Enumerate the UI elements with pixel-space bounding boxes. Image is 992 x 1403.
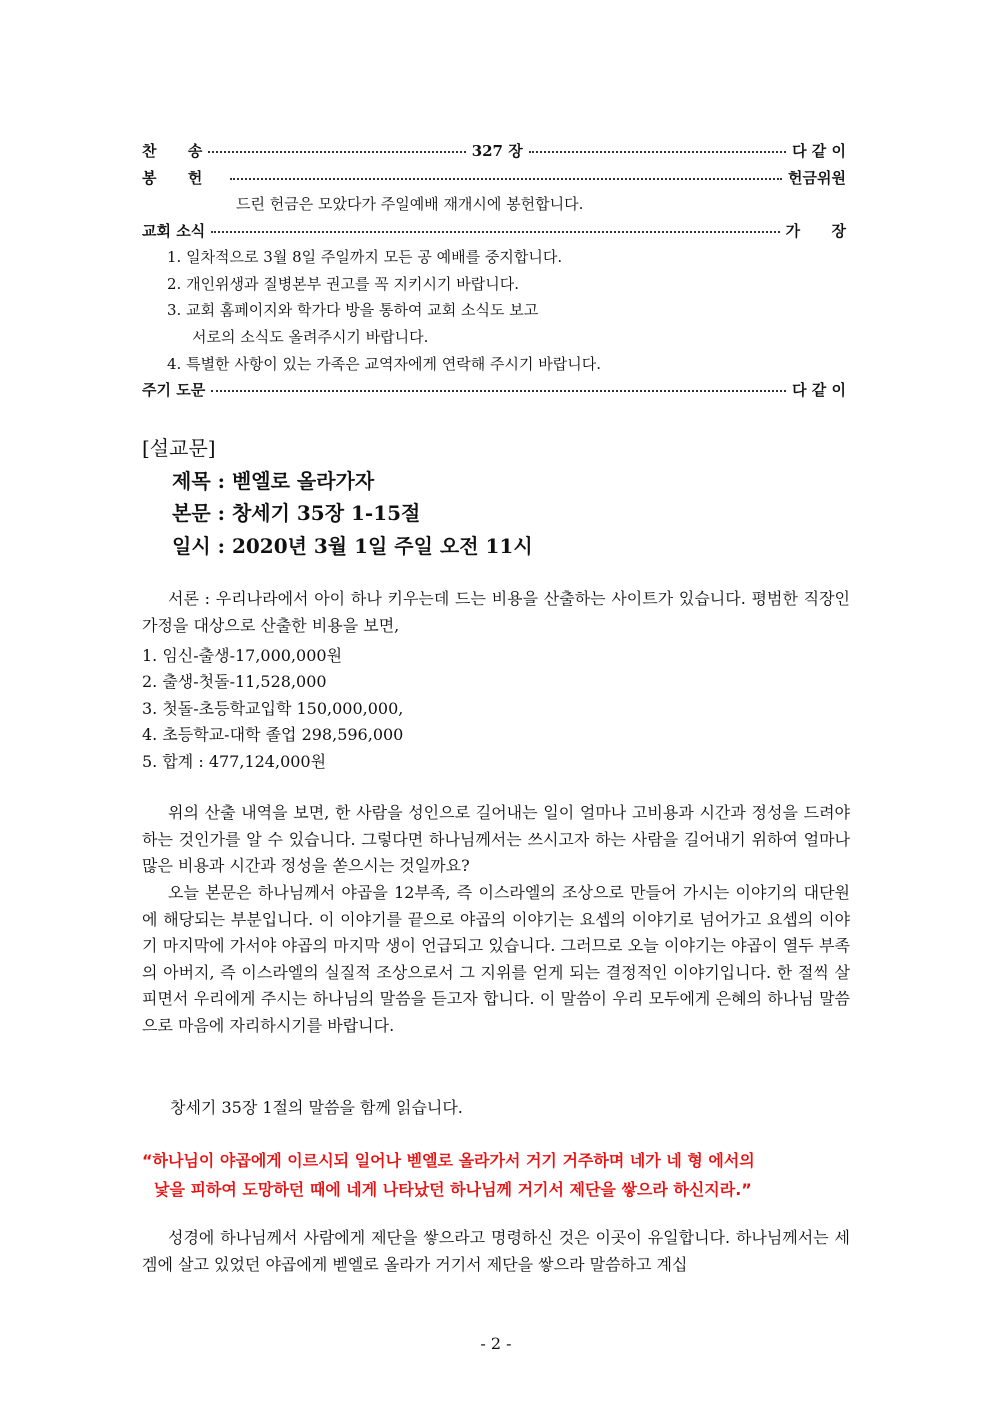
cost-item: 4. 초등학교-대학 졸업 298,596,000 xyxy=(142,725,404,744)
sermon-heading: [설교문] xyxy=(142,436,216,460)
sermon-title: 제목 : 벧엘로 올라가자 xyxy=(172,469,375,493)
page-number: - 2 - xyxy=(480,1334,512,1353)
hymn-number: 327 장 xyxy=(471,141,523,160)
cost-item: 1. 임신-출생-17,000,000원 xyxy=(142,646,343,665)
dot-leader xyxy=(208,151,465,153)
order-row-hymn xyxy=(142,138,846,162)
dot-leader xyxy=(529,151,786,153)
sermon-date: 일시 : 2020년 3월 1일 주일 오전 11시 xyxy=(172,534,533,558)
order-row-church-news xyxy=(142,218,846,242)
order-row-lords-prayer xyxy=(142,377,846,401)
cost-item: 5. 합계 : 477,124,000원 xyxy=(142,752,327,771)
intro-paragraph: 서론 : 우리나라에서 아이 하나 키우는데 드는 비용을 산출하는 사이트가 있습니다. 평범한 직장인 가정을 대상으로 산출한 비용을 보면, xyxy=(142,589,850,635)
order-label: 주기 도문 xyxy=(142,380,206,399)
order-label: 교회 소식 xyxy=(142,221,206,240)
news-item: 2. 개인위생과 질병본부 권고를 꼭 지키시기 바랍니다. xyxy=(167,275,519,293)
order-leader-name: 다 같 이 xyxy=(792,380,846,399)
news-item: 1. 일차적으로 3월 8일 주일까지 모든 공 예배를 중지합니다. xyxy=(167,248,563,266)
order-label: 찬 송 xyxy=(142,141,203,160)
sermon-scripture: 본문 : 창세기 35장 1-15절 xyxy=(172,501,421,525)
order-leader-name: 헌금위원 xyxy=(788,168,846,187)
dot-leader xyxy=(230,178,782,180)
news-item: 3. 교회 홈페이지와 학가다 방을 통하여 교회 소식도 보고 xyxy=(167,301,539,319)
order-row-offering xyxy=(142,165,846,189)
news-item: 4. 특별한 사항이 있는 가족은 교역자에게 연락해 주시기 바랍니다. xyxy=(167,355,601,373)
news-item-continued: 서로의 소식도 올려주시기 바랍니다. xyxy=(192,328,429,346)
scripture-quote-line-2: 낯을 피하여 도망하던 때에 네게 나타났던 하나님께 거기서 제단을 쌓으라 하신지라.” xyxy=(154,1180,752,1199)
order-leader-name: 가 장 xyxy=(785,221,846,240)
order-label: 봉 헌 xyxy=(142,168,203,187)
body-paragraph-1: 위의 산출 내역을 보면, 한 사람을 성인으로 길어내는 일이 얼마나 고비용과 시간과 정성을 드려야하는 것인가를 알 수 있습니다. 그렇다면 하나님께서는 쓰시고자 하는 사람을 길어내기 위하여 얼마나 많은 비용과 시간과 정성을 쏟으시는 것일까요? xyxy=(142,803,850,875)
order-leader-name: 다 같 이 xyxy=(792,141,846,160)
offering-note: 드린 헌금은 모았다가 주일예배 재개시에 봉헌합니다. xyxy=(236,195,584,213)
cost-item: 3. 첫돌-초등학교입학 150,000,000, xyxy=(142,699,404,718)
cost-item: 2. 출생-첫돌-11,528,000 xyxy=(142,672,327,691)
reading-line: 창세기 35장 1절의 말씀을 함께 읽습니다. xyxy=(170,1098,463,1117)
dot-leader xyxy=(211,231,779,233)
body-paragraph-3: 성경에 하나님께서 사람에게 제단을 쌓으라고 명령하신 것은 이곳이 유일합니다. 하나님께서는 세겜에 살고 있었던 야곱에게 벧엘로 올라가 거기서 제단을 쌓으라 말씀하고 계십 xyxy=(142,1228,850,1274)
dot-leader xyxy=(211,390,786,392)
body-paragraph-2: 오늘 본문은 하나님께서 야곱을 12부족, 즉 이스라엘의 조상으로 만들어 가시는 이야기의 대단원에 해당되는 부분입니다. 이 이야기를 끝으로 야곱의 이야기는 요셉의 이야기로 넘어가고 요셉의 이야기 마지막에 가서야 야곱의 마지막 생이 언급되고 있습니다. 그러므로 오늘 이야기는 야곱이 열두 부족의 아버지, 즉 이스라엘의 실질적 조상으로서 그 지위를 얻게 되는 결정적인 이야기입니다. 한 절씩 살피면서 우리에게 주시는 하나님의 말씀을 듣고자 합니다. 이 말씀이 우리 모두에게 은혜의 하나님 말씀으로 마음에 자리하시기를 바랍니다. xyxy=(142,883,850,1035)
scripture-quote-line-1: “하나님이 야곱에게 이르시되 일어나 벧엘로 올라가서 거기 거주하며 네가 네 형 에서의 xyxy=(142,1151,755,1170)
